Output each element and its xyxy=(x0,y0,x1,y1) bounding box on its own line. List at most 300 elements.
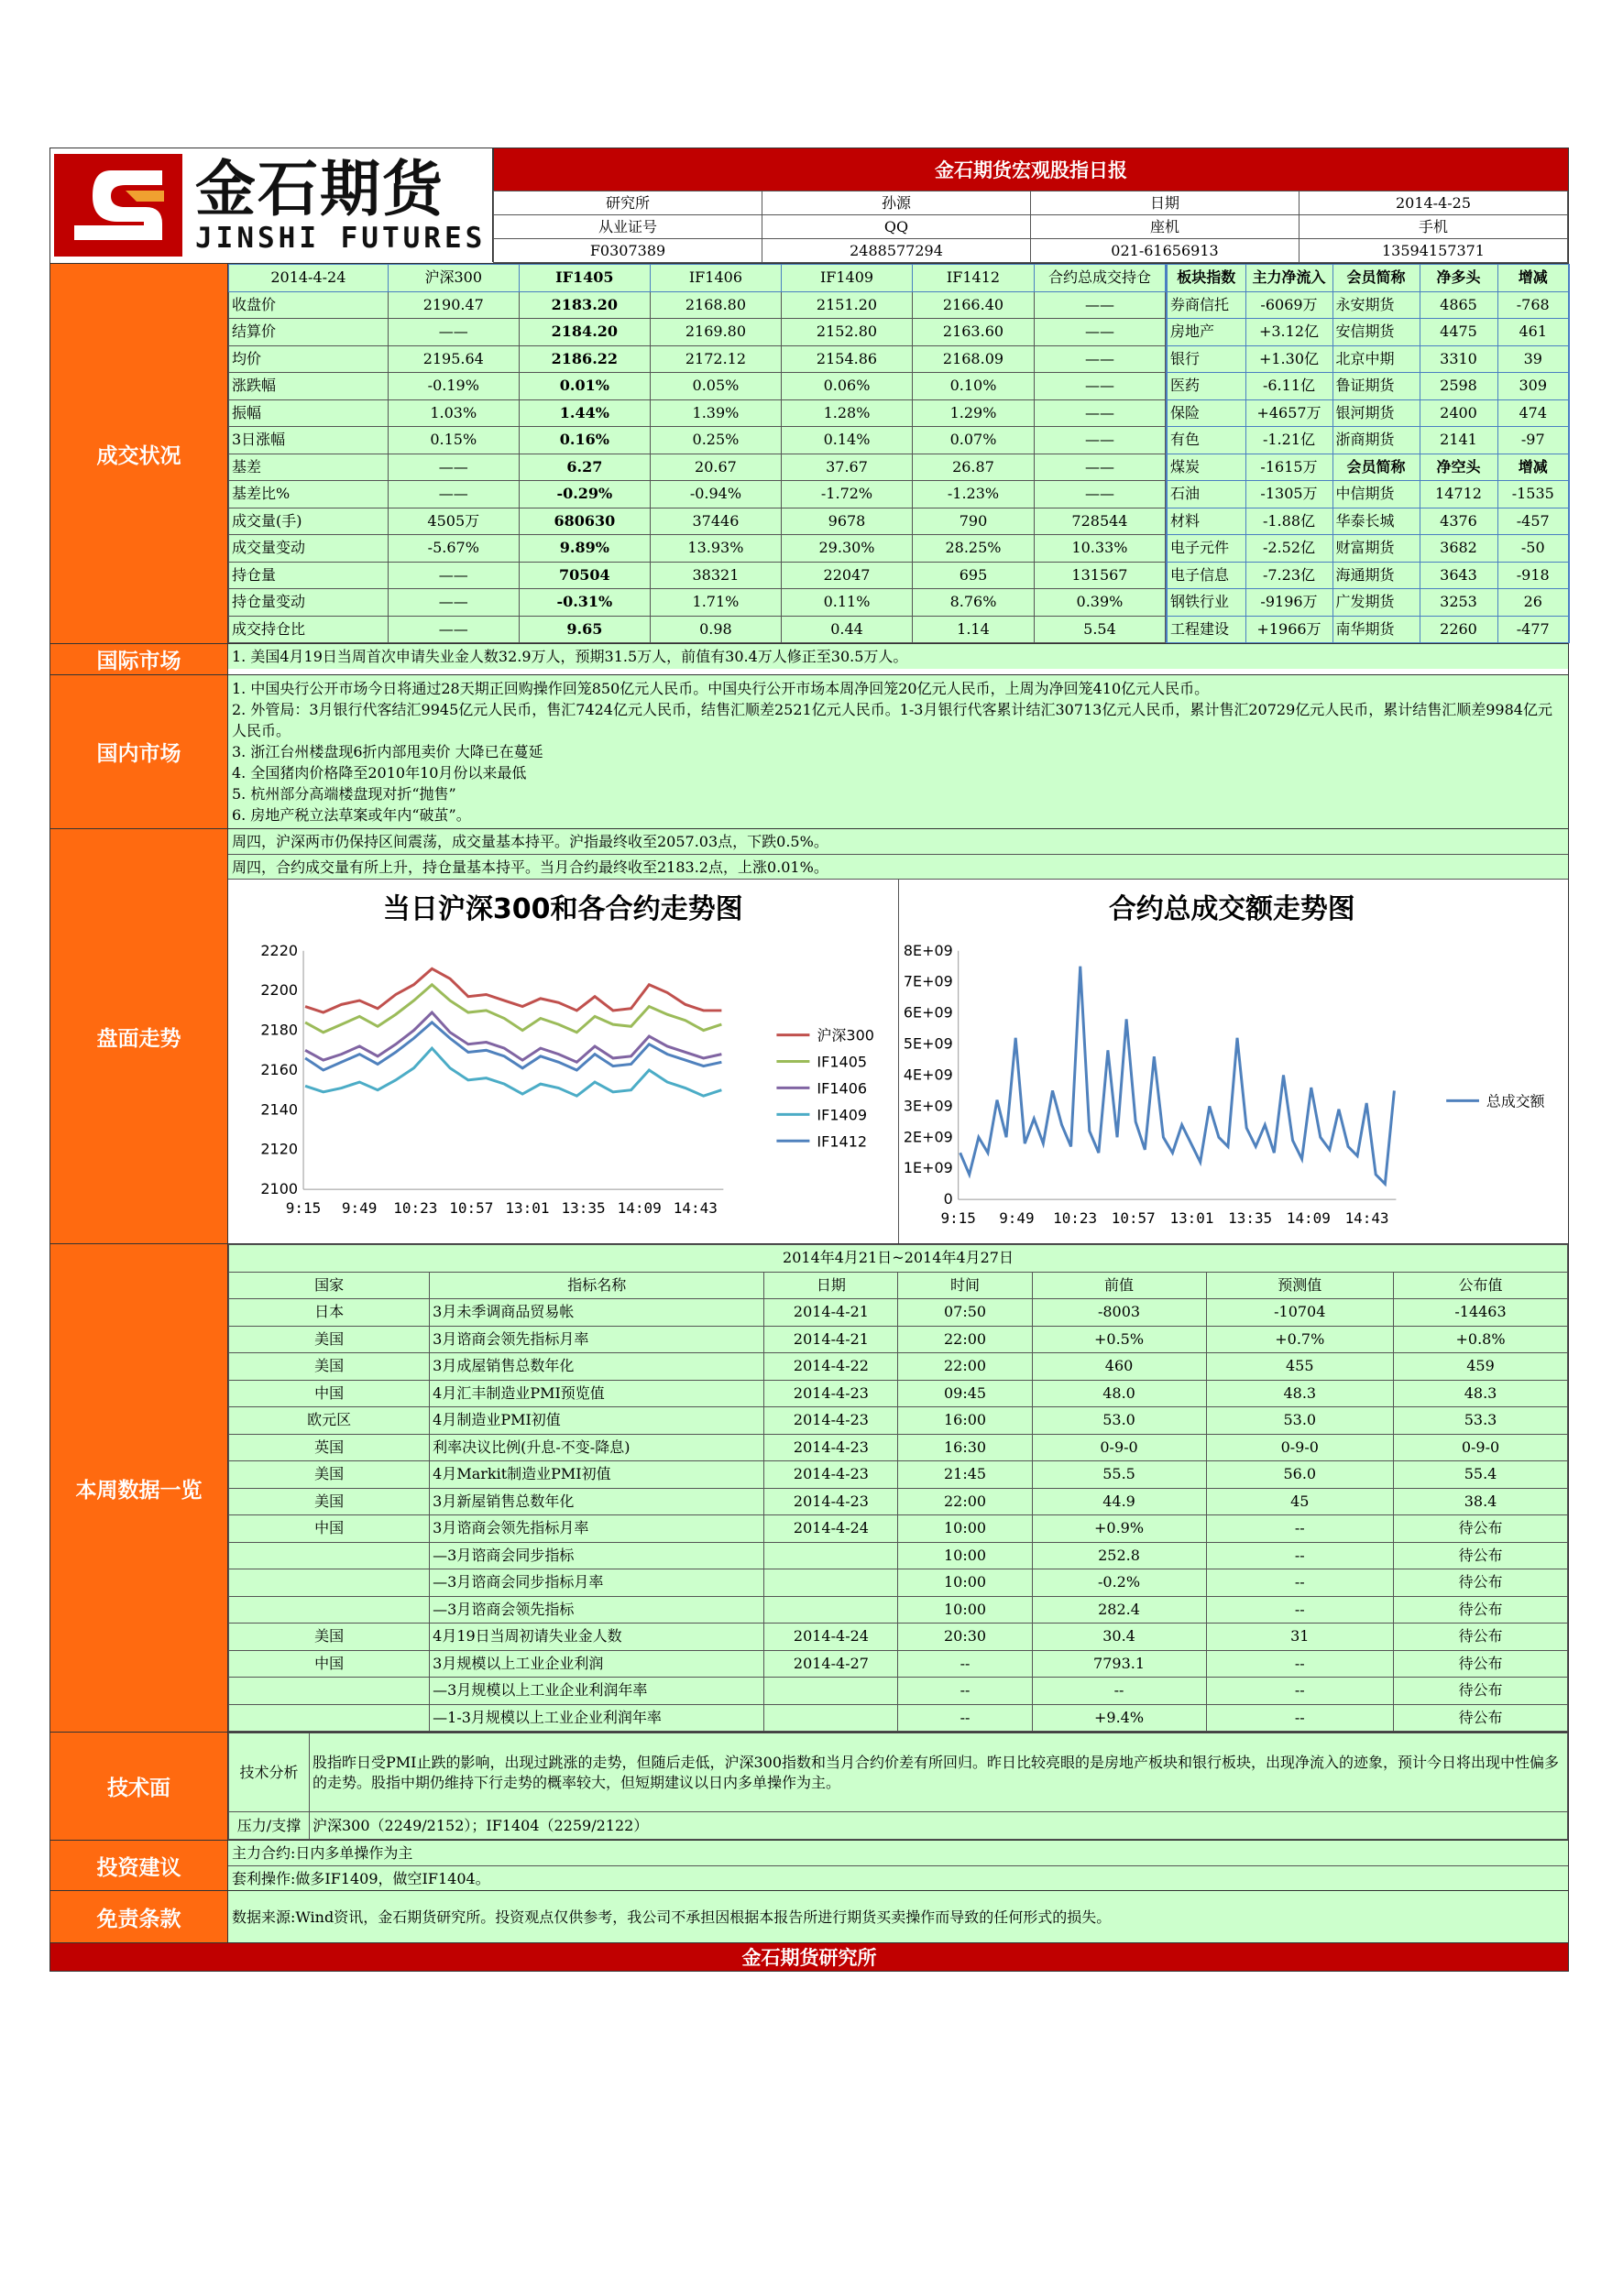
x-tick-label: 13:35 xyxy=(561,1199,606,1218)
member-cell: 3643 xyxy=(1420,562,1497,589)
contract-header: IF1412 xyxy=(913,265,1035,292)
table-cell: 2014-4-21 xyxy=(764,1326,898,1353)
member-cell: 3310 xyxy=(1420,345,1497,373)
member-header: 净空头 xyxy=(1420,454,1497,481)
table-cell: 22:00 xyxy=(898,1326,1032,1353)
weekly-header: 前值 xyxy=(1032,1272,1206,1299)
table-cell: -- xyxy=(898,1650,1032,1678)
weekly-header: 指标名称 xyxy=(430,1272,764,1299)
member-cell: 4376 xyxy=(1420,508,1497,535)
member-cell: 14712 xyxy=(1420,481,1497,508)
table-cell: 53.3 xyxy=(1394,1407,1568,1435)
table-cell: 2014-4-22 xyxy=(764,1353,898,1381)
table-cell: 2169.80 xyxy=(650,319,781,346)
legend-label: IF1409 xyxy=(817,1106,868,1124)
table-cell: 460 xyxy=(1032,1353,1206,1381)
table-cell: 26.87 xyxy=(913,454,1035,481)
member-cell: 3682 xyxy=(1420,535,1497,563)
member-cell: 4475 xyxy=(1420,319,1497,346)
table-cell: —— xyxy=(388,481,519,508)
table-cell: 695 xyxy=(913,562,1035,589)
table-cell: 31 xyxy=(1206,1624,1394,1651)
logo-cn-text: 金石期货 xyxy=(195,154,444,224)
table-cell: 3月未季调商品贸易帐 xyxy=(430,1299,764,1327)
member-cell: -477 xyxy=(1497,616,1569,643)
table-cell: 10:00 xyxy=(898,1515,1032,1543)
y-tick-label: 2E+09 xyxy=(903,1128,953,1146)
table-row xyxy=(229,1434,1568,1461)
member-cell: 4865 xyxy=(1420,291,1497,319)
table-cell: 2014-4-21 xyxy=(764,1299,898,1327)
table-cell: 0.05% xyxy=(650,373,781,400)
table-cell: 1.14 xyxy=(913,616,1035,643)
table-cell: 4505万 xyxy=(388,508,519,535)
table-cell: 131567 xyxy=(1034,562,1165,589)
member-cell: -50 xyxy=(1497,535,1569,563)
contract-header: 沪深300 xyxy=(388,265,519,292)
table-cell: -0.2% xyxy=(1032,1569,1206,1597)
table-cell: —— xyxy=(1034,291,1165,319)
table-row xyxy=(229,1569,1568,1597)
table-cell: 53.0 xyxy=(1032,1407,1206,1435)
contact-cell: 研究所 xyxy=(494,191,762,215)
table-cell: 待公布 xyxy=(1394,1569,1568,1597)
table-cell: 日本 xyxy=(229,1299,430,1327)
table-cell: -0.31% xyxy=(519,589,650,617)
sector-name: 石油 xyxy=(1167,481,1245,508)
member-cell: 鲁证期货 xyxy=(1332,373,1420,400)
y-tick-label: 2160 xyxy=(260,1060,299,1078)
sector-name: 材料 xyxy=(1167,508,1245,535)
table-cell: 3日涨幅 xyxy=(229,427,389,454)
table-cell: 0.10% xyxy=(913,373,1035,400)
table-cell: 振幅 xyxy=(229,399,389,427)
table-cell: 13.93% xyxy=(650,535,781,563)
table-row xyxy=(229,1596,1568,1624)
table-cell: 9678 xyxy=(781,508,912,535)
y-tick-label: 2100 xyxy=(260,1180,299,1198)
table-row xyxy=(1167,265,1569,292)
table-cell: 0.15% xyxy=(388,427,519,454)
table-cell: 455 xyxy=(1206,1353,1394,1381)
member-header: 增减 xyxy=(1497,265,1569,292)
x-tick-label: 10:57 xyxy=(1111,1209,1156,1228)
table-cell: 282.4 xyxy=(1032,1596,1206,1624)
domestic-news xyxy=(228,675,1568,828)
table-cell: —3月规模以上工业企业利润年率 xyxy=(430,1678,764,1705)
table-cell: 4月Markit制造业PMI初值 xyxy=(430,1461,764,1489)
disclaimer-section xyxy=(50,1890,1568,1942)
x-tick-label: 9:49 xyxy=(998,1209,1035,1228)
table-cell: 0.44 xyxy=(781,616,912,643)
y-tick-label: 6E+09 xyxy=(903,1003,953,1022)
y-tick-label: 2140 xyxy=(260,1100,299,1119)
table-cell: -- xyxy=(1206,1596,1394,1624)
volume-trend-chart xyxy=(899,880,1569,1243)
table-cell: 48.0 xyxy=(1032,1380,1206,1407)
legend-label: 总成交额 xyxy=(1486,1092,1545,1110)
table-row xyxy=(1167,319,1569,346)
table-cell: 0.39% xyxy=(1034,589,1165,617)
table-row xyxy=(229,1542,1568,1569)
member-cell: 安信期货 xyxy=(1332,319,1420,346)
member-cell: -768 xyxy=(1497,291,1569,319)
sector-name: 有色 xyxy=(1167,427,1245,454)
table-cell: 20.67 xyxy=(650,454,781,481)
sector-name: 电子信息 xyxy=(1167,562,1245,589)
table-cell: 2168.09 xyxy=(913,345,1035,373)
table-cell: 20:30 xyxy=(898,1624,1032,1651)
table-cell: 56.0 xyxy=(1206,1461,1394,1489)
table-cell: 0.16% xyxy=(519,427,650,454)
table-cell: 成交量变动 xyxy=(229,535,389,563)
contact-cell: 日期 xyxy=(1031,191,1299,215)
table-row xyxy=(229,1461,1568,1489)
sector-name: 工程建设 xyxy=(1167,616,1245,643)
intl-news: 1. 美国4月19日当周首次申请失业金人数32.9万人，预期31.5万人，前值有30.4万人修正至30.5万人。 xyxy=(228,644,1568,669)
chart-title: 当日沪深300和各合约走势图 xyxy=(382,892,743,925)
table-row xyxy=(1167,291,1569,319)
table-row xyxy=(1167,399,1569,427)
table-cell: 16:30 xyxy=(898,1434,1032,1461)
table-row xyxy=(1167,589,1569,617)
table-cell: 29.30% xyxy=(781,535,912,563)
table-cell: 2163.60 xyxy=(913,319,1035,346)
table-cell: 252.8 xyxy=(1032,1542,1206,1569)
sector-flow: +1966万 xyxy=(1245,616,1332,643)
table-cell: —— xyxy=(1034,427,1165,454)
sector-flow: +1.30亿 xyxy=(1245,345,1332,373)
tech-label-analysis: 技术分析 xyxy=(229,1733,310,1812)
table-cell: 2014-4-24 xyxy=(764,1624,898,1651)
contact-cell: QQ xyxy=(762,215,1031,239)
table-row xyxy=(229,562,1166,589)
section-label-tech: 技术面 xyxy=(50,1733,228,1840)
table-cell: 美国 xyxy=(229,1488,430,1515)
member-cell: 银河期货 xyxy=(1332,399,1420,427)
table-cell: 3月谘商会领先指标月率 xyxy=(430,1515,764,1543)
table-cell: 1.71% xyxy=(650,589,781,617)
table-cell: 2190.47 xyxy=(388,291,519,319)
member-header: 净多头 xyxy=(1420,265,1497,292)
sector-flow: -9196万 xyxy=(1245,589,1332,617)
table-cell: 790 xyxy=(913,508,1035,535)
table-cell: 09:45 xyxy=(898,1380,1032,1407)
table-cell: —— xyxy=(1034,345,1165,373)
member-cell: 北京中期 xyxy=(1332,345,1420,373)
table-cell xyxy=(229,1542,430,1569)
table-cell: 9.65 xyxy=(519,616,650,643)
table-cell: +0.8% xyxy=(1394,1326,1568,1353)
table-cell: 1.39% xyxy=(650,399,781,427)
table-cell xyxy=(764,1678,898,1705)
table-row xyxy=(1167,454,1569,481)
table-cell: 4月19日当周初请失业金人数 xyxy=(430,1624,764,1651)
domestic-item: 2. 外管局：3月银行代客结汇9945亿元人民币，售汇7424亿元人民币，结售汇顺差2521亿元人民币。1-3月银行代客累计结汇30713亿元人民币，累计售汇20729亿元人民币，累计结售汇顺差9984亿元人民币。 xyxy=(232,701,1552,739)
table-cell: 0-9-0 xyxy=(1394,1434,1568,1461)
table-cell: —— xyxy=(388,319,519,346)
table-cell: 3月新屋销售总数年化 xyxy=(430,1488,764,1515)
contract-header: 2014-4-24 xyxy=(229,265,389,292)
sector-name: 电子元件 xyxy=(1167,535,1245,563)
table-cell: 38.4 xyxy=(1394,1488,1568,1515)
domestic-item: 4. 全国猪肉价格降至2010年10月份以来最低 xyxy=(232,764,527,782)
table-cell: 美国 xyxy=(229,1461,430,1489)
table-row xyxy=(229,481,1166,508)
table-row xyxy=(229,1407,1568,1435)
member-cell: 南华期货 xyxy=(1332,616,1420,643)
series-line xyxy=(305,1022,721,1070)
member-cell: 474 xyxy=(1497,399,1569,427)
advice-main: 主力合约:日内多单操作为主 xyxy=(228,1841,1568,1865)
section-label-domestic: 国内市场 xyxy=(50,675,228,828)
report-footer: 金石期货研究所 xyxy=(50,1943,1568,1971)
market-comment-1: 周四，沪深两市仍保持区间震荡，成交量基本持平。沪指最终收至2057.03点，下跌0.5%。 xyxy=(228,829,1568,854)
sector-header: 主力净流入 xyxy=(1245,265,1332,292)
table-cell: 2166.40 xyxy=(913,291,1035,319)
member-cell: 财富期货 xyxy=(1332,535,1420,563)
x-tick-label: 13:35 xyxy=(1227,1209,1272,1228)
sector-flow: +4657万 xyxy=(1245,399,1332,427)
table-cell: 10.33% xyxy=(1034,535,1165,563)
x-tick-label: 14:09 xyxy=(617,1199,662,1218)
table-cell: -- xyxy=(1206,1542,1394,1569)
table-cell: 16:00 xyxy=(898,1407,1032,1435)
table-cell: —— xyxy=(388,616,519,643)
table-cell: 2154.86 xyxy=(781,345,912,373)
y-tick-label: 8E+09 xyxy=(903,941,953,959)
table-cell xyxy=(229,1569,430,1597)
member-header: 会员简称 xyxy=(1332,265,1420,292)
table-cell: -0.29% xyxy=(519,481,650,508)
table-cell: 44.9 xyxy=(1032,1488,1206,1515)
table-row xyxy=(229,1326,1568,1353)
table-cell: —— xyxy=(1034,373,1165,400)
contract-header: 合约总成交持仓 xyxy=(1034,265,1165,292)
table-cell xyxy=(229,1704,430,1732)
legend-label: IF1412 xyxy=(817,1132,868,1151)
table-cell: -- xyxy=(1206,1650,1394,1678)
sector-flow: +3.12亿 xyxy=(1245,319,1332,346)
table-cell: —— xyxy=(388,589,519,617)
table-row xyxy=(229,345,1166,373)
contact-cell: 从业证号 xyxy=(494,215,762,239)
table-cell: 持仓量变动 xyxy=(229,589,389,617)
table-cell: +0.7% xyxy=(1206,1326,1394,1353)
sector-flow: -1.21亿 xyxy=(1245,427,1332,454)
table-cell: 2014-4-23 xyxy=(764,1380,898,1407)
table-row xyxy=(1167,427,1569,454)
table-cell: 10:00 xyxy=(898,1596,1032,1624)
contract-table xyxy=(228,264,1166,643)
contact-cell: 021-61656913 xyxy=(1031,239,1299,263)
contact-cell: 孙源 xyxy=(762,191,1031,215)
y-tick-label: 3E+09 xyxy=(903,1097,953,1115)
table-cell: 37.67 xyxy=(781,454,912,481)
table-row xyxy=(229,508,1166,535)
advice-arbitrage: 套利操作:做多IF1409，做空IF1404。 xyxy=(228,1865,1568,1890)
table-row xyxy=(229,1353,1568,1381)
member-cell: 广发期货 xyxy=(1332,589,1420,617)
section-label-weekly: 本周数据一览 xyxy=(50,1244,228,1732)
table-cell: 21:45 xyxy=(898,1461,1032,1489)
table-cell: 680630 xyxy=(519,508,650,535)
table-cell: 3月成屋销售总数年化 xyxy=(430,1353,764,1381)
table-cell: 待公布 xyxy=(1394,1515,1568,1543)
table-cell: 英国 xyxy=(229,1434,430,1461)
table-cell: 0-9-0 xyxy=(1032,1434,1206,1461)
member-header: 会员简称 xyxy=(1332,454,1420,481)
x-tick-label: 13:01 xyxy=(505,1199,550,1218)
table-cell: 1.03% xyxy=(388,399,519,427)
weekly-range: 2014年4月21日~2014年4月27日 xyxy=(229,1245,1568,1273)
table-cell: 22:00 xyxy=(898,1353,1032,1381)
logo-mark-icon xyxy=(54,154,182,257)
table-cell: 459 xyxy=(1394,1353,1568,1381)
table-cell: 收盘价 xyxy=(229,291,389,319)
member-cell: -918 xyxy=(1497,562,1569,589)
table-cell: 1.28% xyxy=(781,399,912,427)
y-tick-label: 2220 xyxy=(260,941,299,959)
table-cell: 38321 xyxy=(650,562,781,589)
table-row xyxy=(1167,535,1569,563)
table-cell: 结算价 xyxy=(229,319,389,346)
table-row xyxy=(229,399,1166,427)
contact-cell: 手机 xyxy=(1299,215,1568,239)
weekly-header: 预测值 xyxy=(1206,1272,1394,1299)
member-cell: 2260 xyxy=(1420,616,1497,643)
table-cell: 美国 xyxy=(229,1353,430,1381)
sector-name: 钢铁行业 xyxy=(1167,589,1245,617)
table-cell: 10:00 xyxy=(898,1542,1032,1569)
header-row xyxy=(50,148,1568,263)
tech-table xyxy=(228,1733,1568,1840)
table-cell: 2195.64 xyxy=(388,345,519,373)
x-tick-label: 14:43 xyxy=(673,1199,718,1218)
table-cell: 9.89% xyxy=(519,535,650,563)
table-row xyxy=(229,1380,1568,1407)
section-label-market: 盘面走势 xyxy=(50,829,228,1243)
weekly-header: 国家 xyxy=(229,1272,430,1299)
contact-cell: 13594157371 xyxy=(1299,239,1568,263)
table-row xyxy=(229,616,1166,643)
table-cell: 55.5 xyxy=(1032,1461,1206,1489)
x-tick-label: 14:43 xyxy=(1344,1209,1389,1228)
series-line xyxy=(960,967,1394,1184)
table-cell: 中国 xyxy=(229,1650,430,1678)
x-tick-label: 9:15 xyxy=(940,1209,976,1228)
x-tick-label: 14:09 xyxy=(1286,1209,1331,1228)
tech-pressure-text: 沪深300（2249/2152）；IF1404（2259/2122） xyxy=(310,1812,1568,1840)
table-cell: -1.23% xyxy=(913,481,1035,508)
x-tick-label: 9:49 xyxy=(341,1199,378,1218)
table-cell: 中国 xyxy=(229,1515,430,1543)
table-cell: 55.4 xyxy=(1394,1461,1568,1489)
contact-cell: 2488577294 xyxy=(762,239,1031,263)
y-tick-label: 2120 xyxy=(260,1140,299,1158)
table-cell: 成交持仓比 xyxy=(229,616,389,643)
company-logo xyxy=(50,148,493,262)
table-cell: 4月制造业PMI初值 xyxy=(430,1407,764,1435)
table-cell: 48.3 xyxy=(1206,1380,1394,1407)
member-cell: 39 xyxy=(1497,345,1569,373)
table-row xyxy=(229,1488,1568,1515)
tech-section xyxy=(50,1732,1568,1840)
table-cell: -- xyxy=(898,1678,1032,1705)
member-header: 增减 xyxy=(1497,454,1569,481)
disclaimer-text: 数据来源:Wind资讯，金石期货研究所。投资观点仅供参考，我公司不承担因根据本报告所进行期货买卖操作而导致的任何形式的损失。 xyxy=(228,1891,1568,1942)
table-cell: 0.98 xyxy=(650,616,781,643)
table-cell: 2151.20 xyxy=(781,291,912,319)
sector-name: 房地产 xyxy=(1167,319,1245,346)
logo-en-text: JINSHI FUTURES xyxy=(195,222,487,255)
table-cell: 28.25% xyxy=(913,535,1035,563)
table-cell: +0.5% xyxy=(1032,1326,1206,1353)
table-cell: 10:00 xyxy=(898,1569,1032,1597)
table-cell: -10704 xyxy=(1206,1299,1394,1327)
table-cell: 2014-4-24 xyxy=(764,1515,898,1543)
table-cell: —— xyxy=(1034,454,1165,481)
table-cell: -8003 xyxy=(1032,1299,1206,1327)
table-cell: 2183.20 xyxy=(519,291,650,319)
table-cell: —— xyxy=(1034,481,1165,508)
tech-analysis-text: 股指昨日受PMI止跌的影响，出现过跳涨的走势，但随后走低，沪深300指数和当月合约价差有所回归。昨日比较亮眼的是房地产板块和银行板块，出现净流入的迹象，预计今日将出现中性偏多的走势。股指中期仍维持下行走势的概率较大，但短期建议以日内多单操作为主。 xyxy=(310,1733,1568,1812)
member-cell: 永安期货 xyxy=(1332,291,1420,319)
table-cell: 2172.12 xyxy=(650,345,781,373)
table-row xyxy=(229,1515,1568,1543)
table-cell: -- xyxy=(1206,1569,1394,1597)
table-cell: 2014-4-27 xyxy=(764,1650,898,1678)
sector-name: 券商信托 xyxy=(1167,291,1245,319)
y-tick-label: 2180 xyxy=(260,1021,299,1039)
member-cell: -97 xyxy=(1497,427,1569,454)
member-cell: -457 xyxy=(1497,508,1569,535)
contract-header: IF1406 xyxy=(650,265,781,292)
table-cell: 待公布 xyxy=(1394,1650,1568,1678)
table-cell: 0.14% xyxy=(781,427,912,454)
table-cell: 2152.80 xyxy=(781,319,912,346)
table-cell: —3月谘商会同步指标月率 xyxy=(430,1569,764,1597)
table-cell: 待公布 xyxy=(1394,1542,1568,1569)
y-tick-label: 7E+09 xyxy=(903,972,953,990)
member-cell: -1535 xyxy=(1497,481,1569,508)
legend-label: 沪深300 xyxy=(817,1026,874,1044)
contract-header: IF1409 xyxy=(781,265,912,292)
sector-flow: -1305万 xyxy=(1245,481,1332,508)
member-cell: 2598 xyxy=(1420,373,1497,400)
table-row xyxy=(229,319,1166,346)
table-row xyxy=(229,1650,1568,1678)
table-cell: -- xyxy=(1206,1704,1394,1732)
table-cell: 3月规模以上工业企业利润 xyxy=(430,1650,764,1678)
table-cell: 持仓量 xyxy=(229,562,389,589)
domestic-item: 5. 杭州部分高端楼盘现对折“抛售” xyxy=(232,785,456,803)
table-row xyxy=(229,589,1166,617)
table-cell: 0.01% xyxy=(519,373,650,400)
table-row xyxy=(229,373,1166,400)
member-cell: 浙商期货 xyxy=(1332,427,1420,454)
table-cell: -0.19% xyxy=(388,373,519,400)
member-cell: 中信期货 xyxy=(1332,481,1420,508)
table-cell: 07:50 xyxy=(898,1299,1032,1327)
table-cell: 53.0 xyxy=(1206,1407,1394,1435)
table-cell: 基差 xyxy=(229,454,389,481)
table-cell: 6.27 xyxy=(519,454,650,481)
sector-flow: -1615万 xyxy=(1245,454,1332,481)
series-line xyxy=(305,985,721,1033)
contact-cell: 座机 xyxy=(1031,215,1299,239)
y-tick-label: 4E+09 xyxy=(903,1066,953,1084)
